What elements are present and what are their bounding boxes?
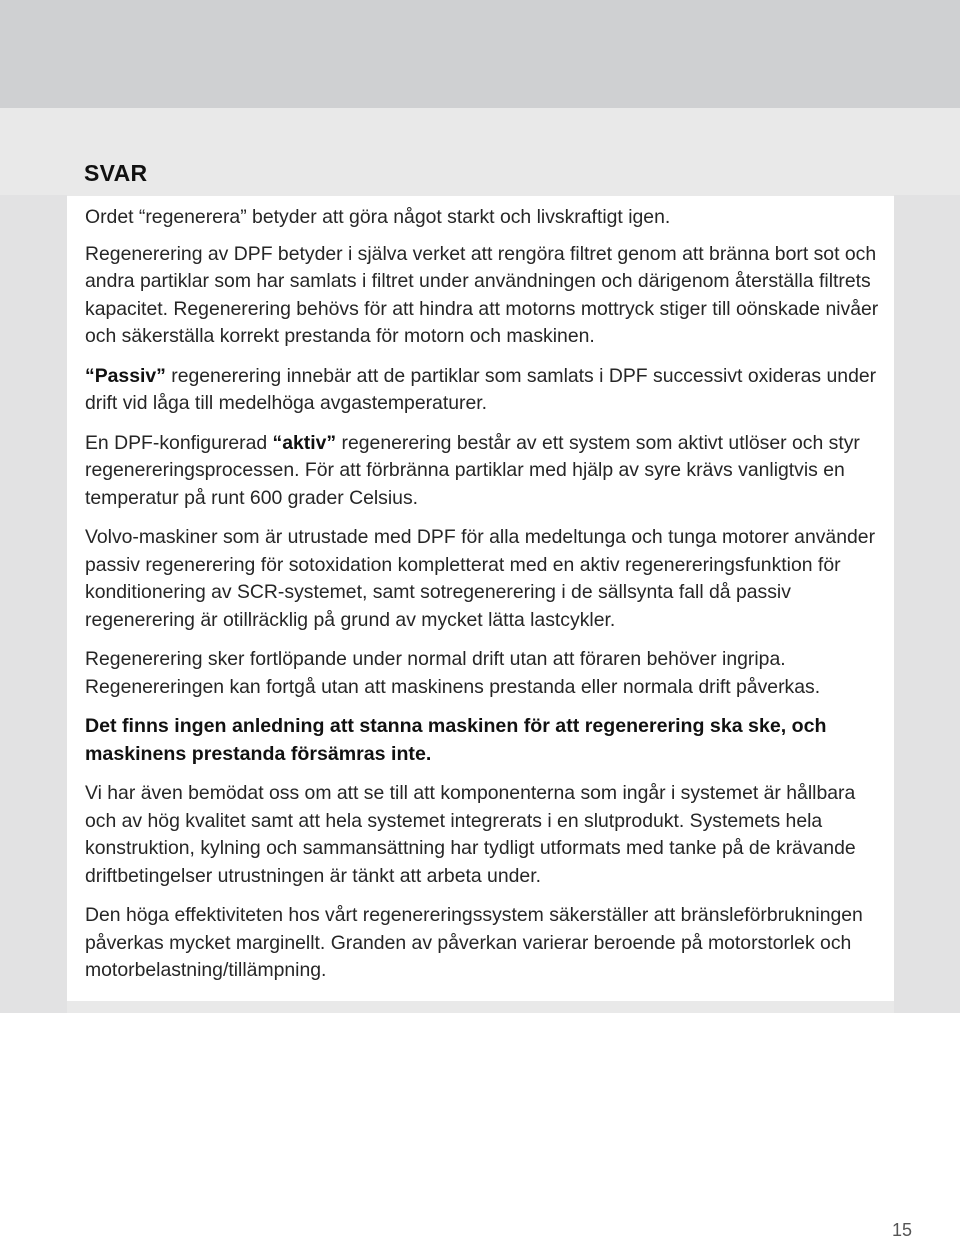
answer-text-box xyxy=(67,196,894,1001)
passive-term: “Passiv” xyxy=(85,364,166,387)
passive-text: regenerering innebär att de partiklar som samlats i DPF successivt oxideras under drift vid låga till medelhöga avgastemperaturer. xyxy=(85,364,877,414)
left-margin-strip xyxy=(0,195,67,1013)
active-text: regenerering består av ett system som aktivt utlöser och styr regenereringsprocessen. För att förbränna partiklar med hjälp av syre krävs vanligtvis en temperatur på runt 600 grader Celsius. xyxy=(85,431,860,509)
active-term: “aktiv” xyxy=(272,431,337,454)
paragraph-definition: Ordet “regenerera” betyder att göra något starkt och livskraftigt igen. xyxy=(85,206,671,228)
paragraph-volvo-machines: Volvo-maskiner som är utrustade med DPF för alla medeltunga och tunga motorer använder passiv regenerering för sotoxidation kompletterat med en aktiv regenereringsfunktion för konditionering av SCR-systemet, samt sotregenerering i de sällsynta fall då passiv regenerering är otillräcklig på grund av mycket lätta lastcykler. xyxy=(85,526,876,631)
paragraph-active xyxy=(85,430,880,513)
paragraph-durability: Vi har även bemödat oss om att se till att komponenterna som ingår i systemet är hållbara och av hög kvalitet samt att hela systemet integrerats i en slutprodukt. Systemets hela konstruktion, kylning och sammansättning har tydligt utformats med tanke på de krävande driftbetingelser utrustningen är tänkt att arbeta under. xyxy=(85,782,856,887)
paragraph-continuous: Regenerering sker fortlöpande under normal drift utan att föraren behöver ingripa. Regenereringen kan fortgå utan att maskinens prestanda eller normala drift påverkas. xyxy=(85,648,821,698)
right-margin-strip xyxy=(894,195,960,1013)
active-pre: En DPF-konfigurerad xyxy=(85,431,273,454)
paragraph-passive xyxy=(85,363,880,418)
paragraph-efficiency: Den höga effektiviteten hos vårt regenereringssystem säkerställer att bränsleförbrukningen påverkas mycket marginellt. Granden av påverkan varierar beroende på motorstorlek och motorbelastning/tillämpning. xyxy=(85,904,863,981)
paragraph-dpf-regeneration: Regenerering av DPF betyder i själva verket att rengöra filtret genom att bränna bort sot och andra partiklar som har samlats i filtret under användningen och därigenom återställa filtrets kapacitet. Regenerering behövs för att hindra att motorns mottryck stiger till oönskade nivåer och säkerställa korrekt prestanda för motorn och maskinen. xyxy=(85,242,879,347)
paragraph-emphasis: Det finns ingen anledning att stanna maskinen för att regenerering ska ske, och maskinens prestanda försämras inte. xyxy=(85,715,827,765)
top-band xyxy=(0,0,960,108)
page-number: 15 xyxy=(891,1220,912,1240)
section-heading: SVAR xyxy=(84,160,148,186)
